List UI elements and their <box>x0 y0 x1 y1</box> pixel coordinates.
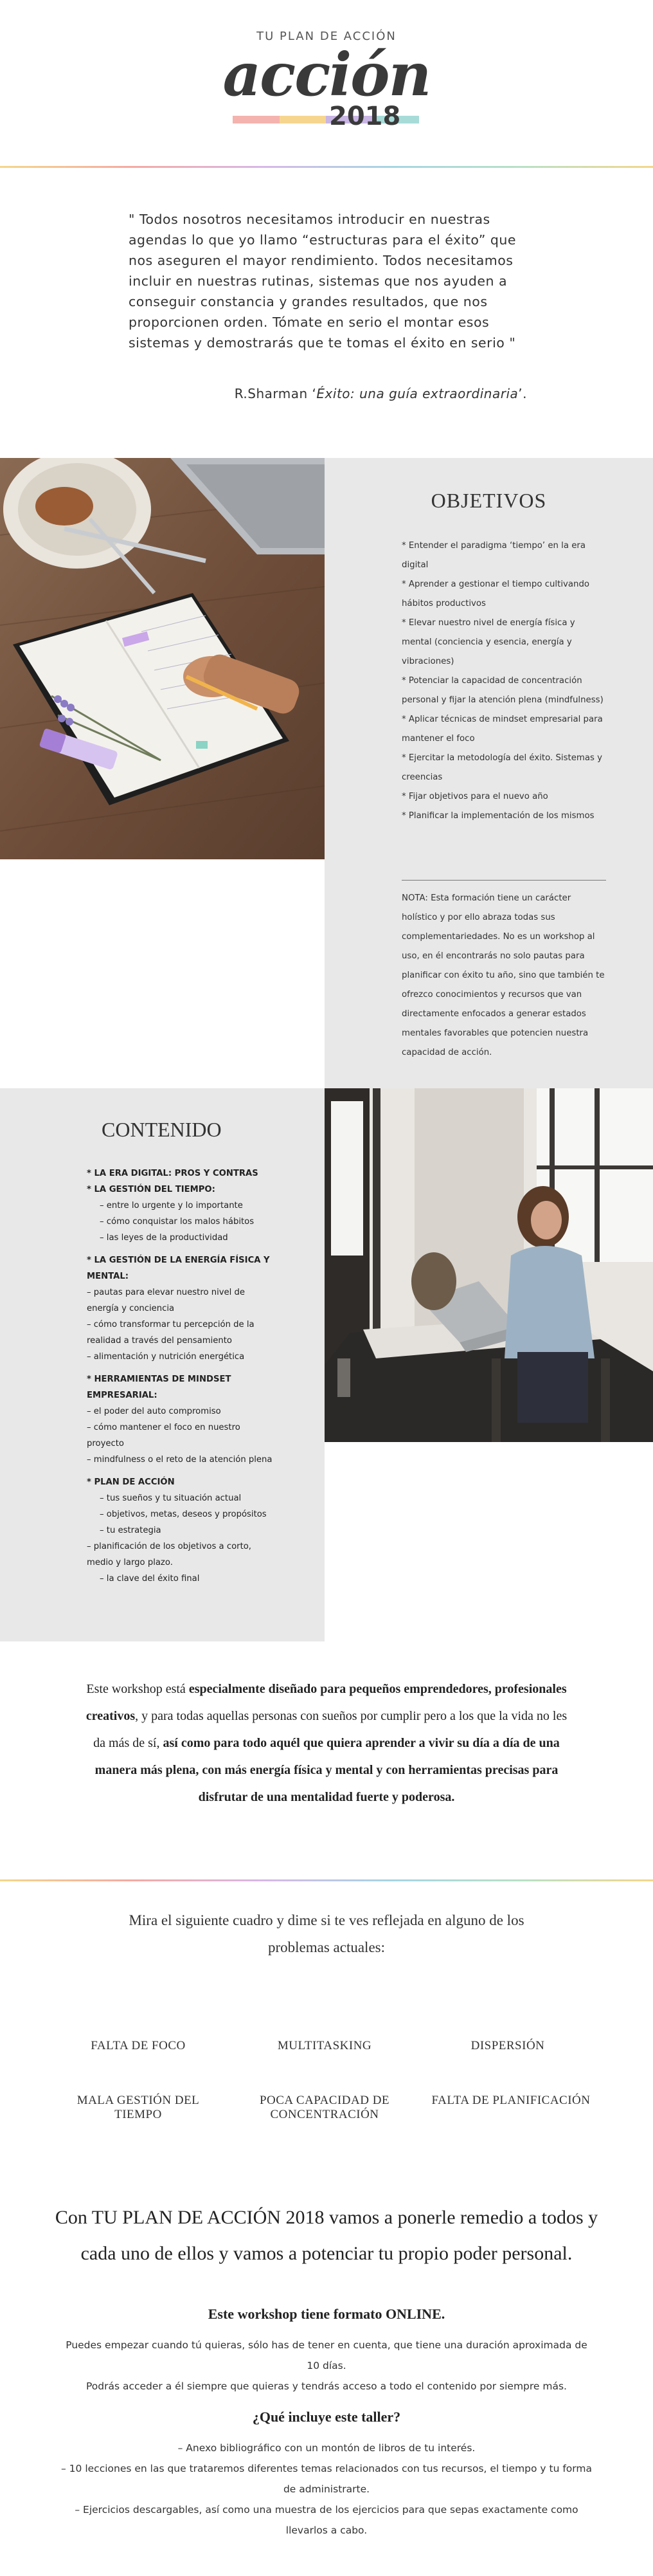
contenido-item: – cómo transformar tu percepción de la realidad a través del pensamiento <box>87 1320 255 1346</box>
objetivo-item: * Fijar objetivos para el nuevo año <box>402 792 548 801</box>
problem-item: MALA GESTIÓN DEL TIEMPO <box>76 2094 200 2121</box>
logo-stripe-segment <box>280 116 326 123</box>
objetivos-title: OBJETIVOS <box>431 489 547 512</box>
problem-item: MULTITASKING <box>277 2039 372 2052</box>
cafe-photo <box>325 1088 653 1442</box>
format-title: Este workshop tiene formato ONLINE. <box>208 2306 445 2322</box>
contenido-gap <box>87 1365 280 1371</box>
objetivos-divider <box>402 880 606 881</box>
objetivo-item: * Potenciar la capacidad de concentración personal y fijar la atención plena (mindfulness) <box>402 676 604 705</box>
problem-item: DISPERSIÓN <box>470 2039 545 2052</box>
contenido-item: – objetivos, metas, deseos y propósitos <box>100 1510 267 1519</box>
contenido-item: – planificación de los objetivos a corto, medio y largo plazo. <box>87 1542 251 1567</box>
objetivo-item: * Aprender a gestionar el tiempo cultivando hábitos productivos <box>402 580 590 608</box>
rainbow-divider <box>0 1879 653 1881</box>
objetivo-item: * Aplicar técnicas de mindset empresarial para mantener el foco <box>402 715 603 744</box>
contenido-heading: * LA GESTIÓN DE LA ENERGÍA FÍSICA Y MENTAL: <box>87 1256 270 1281</box>
logo-stripe-segment <box>233 116 280 123</box>
quote-text: " Todos nosotros necesitamos introducir en nuestras agendas lo que yo llamo “estructuras para el éxito” que nos aseguren el mayor rendimiento. Todos necesitamos incluir en nuestras rutinas, sistemas que nos ayuden a conseguir constancia y grandes resultados, que nos proporcionen orden. Tómate en serio el montar esos sistemas y demostrarás que te tomas el éxito en serio " <box>129 212 516 351</box>
contenido-gap <box>87 1468 280 1474</box>
contenido-heading: * LA GESTIÓN DEL TIEMPO: <box>87 1185 215 1194</box>
workshop-bold-2: así como para todo aquél que quiera aprender a vivir su día a día de una manera más plena, con más energía física y mental y con herramientas precisas para disfrutar de una mentalidad fuerte y poderosa. <box>94 1736 560 1804</box>
objetivos-panel <box>325 458 653 1088</box>
contenido-item: – pautas para elevar nuestro nivel de energía y conciencia <box>87 1288 245 1313</box>
problems-intro: Mira el siguiente cuadro y dime si te ves reflejada en alguno de los problemas actuales: <box>129 1912 524 1955</box>
contenido-panel <box>0 1088 325 1641</box>
rainbow-divider <box>0 166 653 168</box>
logo-tagline: TU PLAN DE ACCIÓN <box>256 30 397 43</box>
workshop-text-2: , y para todas aquellas personas con sueños por cumplir pero a los que la vida no les da más de sí, <box>93 1709 568 1750</box>
format-line: Puedes empezar cuando tú quieras, sólo has de tener en cuenta, que tiene una duración aproximada de 10 días. <box>66 2339 587 2371</box>
objetivo-item: * Entender el paradigma ‘tiempo’ en la era digital <box>402 541 586 570</box>
contenido-item: – cómo mantener el foco en nuestro proyecto <box>87 1423 240 1448</box>
planner-desk-photo <box>0 458 325 859</box>
includes-item: – Ejercicios descargables, así como una muestra de los ejercicios para que sepas exactamente como llevarlos a cabo. <box>75 2504 578 2536</box>
contenido-list <box>87 1165 280 1587</box>
contenido-heading: * HERRAMIENTAS DE MINDSET EMPRESARIAL: <box>87 1375 231 1400</box>
contenido-item: – la clave del éxito final <box>100 1574 200 1584</box>
objetivos-note: NOTA: Esta formación tiene un carácter holístico y por ello abraza todas sus complementariedades. No es un workshop al uso, en él encontrarás no solo pautas para planificar con éxito tu año, sino que también te ofrezco conocimientos y recursos que van directamente enfocados a generar estados mentales favorables que potencien nuestra capacidad de acción. <box>402 893 605 1057</box>
plan-statement: Con TU PLAN DE ACCIÓN 2018 vamos a ponerle remedio a todos y cada uno de ellos y vamos a potenciar tu propio poder personal. <box>55 2207 598 2264</box>
logo-word: acción <box>222 40 431 109</box>
contenido-item: – alimentación y nutrición energética <box>87 1352 245 1362</box>
problem-item: FALTA DE PLANIFICACIÓN <box>431 2094 591 2107</box>
author-prefix: R.Sharman ‘ <box>234 386 317 401</box>
workshop-text-1: Este workshop está <box>86 1682 189 1696</box>
author-book: Éxito: una guía extraordinaria <box>316 386 519 401</box>
header-logo <box>0 26 653 142</box>
logo-year: 2018 <box>329 102 401 131</box>
includes-title: ¿Qué incluye este taller? <box>252 2409 401 2425</box>
problem-item: FALTA DE FOCO <box>91 2039 186 2052</box>
contenido-item: – tu estrategia <box>100 1526 161 1535</box>
contenido-item: – entre lo urgente y lo importante <box>100 1201 243 1210</box>
includes-list <box>58 2438 595 2541</box>
author-suffix: ’. <box>518 386 527 401</box>
contenido-item: – las leyes de la productividad <box>100 1233 228 1243</box>
workshop-bold-1: especialmente diseñado para pequeños emprendedores, profesionales creativos <box>85 1682 567 1723</box>
objetivo-item: * Planificar la implementación de los mismos <box>402 811 595 821</box>
problem-item: POCA CAPACIDAD DE CONCENTRACIÓN <box>259 2094 390 2121</box>
quote-author <box>193 386 527 401</box>
objetivo-item: * Ejercitar la metodología del éxito. Sistemas y creencias <box>402 753 603 782</box>
contenido-gap <box>87 1246 280 1252</box>
includes-item: – Anexo bibliográfico con un montón de libros de tu interés. <box>177 2442 476 2454</box>
planner-desk-illustration <box>0 458 325 859</box>
contenido-item: – mindfulness o el reto de la atención plena <box>87 1455 273 1465</box>
objetivo-item: * Elevar nuestro nivel de energía física y mental (conciencia y esencia, energía y vibraciones) <box>402 618 575 666</box>
format-line: Podrás acceder a él siempre que quieras y tendrás acceso a todo el contenido por siempre más. <box>85 2380 567 2392</box>
objetivos-list <box>402 536 607 826</box>
contenido-item: – el poder del auto compromiso <box>87 1407 221 1416</box>
workshop-description <box>84 1676 569 1811</box>
format-text <box>64 2335 589 2397</box>
contenido-heading: * PLAN DE ACCIÓN <box>87 1477 175 1487</box>
contenido-heading: * LA ERA DIGITAL: PROS Y CONTRAS <box>87 1169 258 1178</box>
contenido-item: – cómo conquistar los malos hábitos <box>100 1217 255 1227</box>
contenido-item: – tus sueños y tu situación actual <box>100 1494 242 1503</box>
cafe-illustration <box>325 1088 653 1442</box>
contenido-title: CONTENIDO <box>102 1118 222 1141</box>
includes-item: – 10 lecciones en las que trataremos diferentes temas relacionados con tus recursos, el tiempo y tu forma de administrarte. <box>61 2463 592 2495</box>
